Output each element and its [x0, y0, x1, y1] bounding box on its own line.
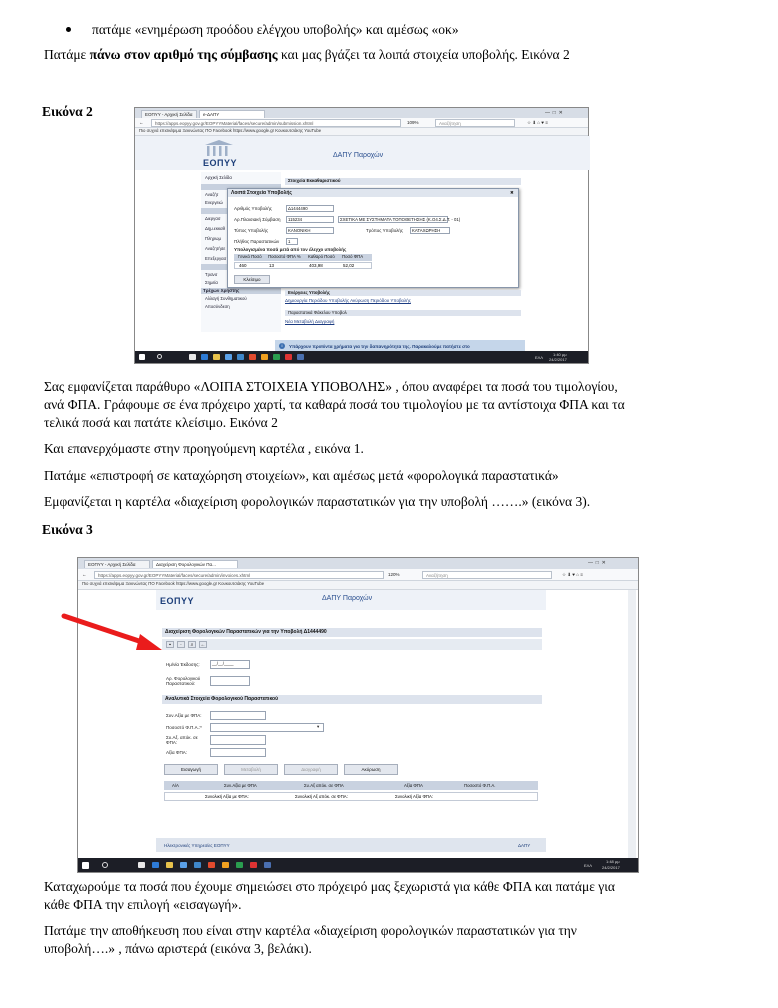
- paragraph-1-post: και μας βγάζει τα λοιπά στοιχεία υποβολής. Εικόνα 2: [277, 47, 570, 62]
- sidebar-item-5[interactable]: Αναζητήσε: [205, 246, 226, 251]
- taskbar-app-7-icon[interactable]: [261, 354, 268, 360]
- vat-amount-label: Αξία ΦΠΑ:: [166, 750, 187, 755]
- submission-number-field: Δ1444490: [286, 205, 334, 212]
- table-cell-total: 460: [239, 263, 247, 268]
- taskbar-search-icon[interactable]: [102, 862, 108, 868]
- total-value-input[interactable]: [210, 735, 266, 745]
- red-arrow-icon: [60, 612, 166, 654]
- taskbar-app-10-icon[interactable]: [297, 354, 304, 360]
- browser-navbar: [135, 118, 588, 128]
- dialog-close-icon[interactable]: ✖: [510, 190, 514, 195]
- browser-navbar: [78, 569, 638, 581]
- sidebar-item-4[interactable]: Πληρωμ: [205, 236, 221, 241]
- sidebar-home-link[interactable]: Αρχική Σελίδα: [205, 175, 232, 180]
- page-title: ΔΑΠΥ Παροχών: [333, 152, 384, 159]
- taskbar-date: 24/2/2017: [549, 357, 567, 362]
- issue-date-label: Ημ/νία Έκδοσης:: [166, 662, 200, 667]
- taskbar-app-3-icon[interactable]: [166, 862, 173, 868]
- back-icon[interactable]: ←: [139, 120, 144, 125]
- invoice-details-section: Αναλυτικά Στοιχεία Φορολογικού Παραστατικού: [162, 695, 542, 704]
- figure-2-label: Εικόνα 2: [42, 104, 93, 119]
- net-value-input[interactable]: [210, 711, 266, 720]
- close-button[interactable]: Κλείσιμο: [234, 275, 270, 284]
- figure-3-label: Εικόνα 3: [42, 522, 93, 537]
- taskbar-language[interactable]: ΕΛΛ: [584, 863, 593, 868]
- update-button[interactable]: Μεταβολή: [224, 764, 278, 775]
- figure-3-screenshot: [77, 557, 639, 873]
- taskbar-app-5-icon[interactable]: [194, 862, 201, 868]
- sidebar-item-1[interactable]: Ενεργειώ: [205, 200, 223, 205]
- zoom-level: 109%: [407, 120, 419, 125]
- taskbar-clock: 1:40 μμ: [553, 352, 567, 357]
- grid-header-3: Αξία ΦΠΑ: [404, 783, 423, 788]
- taskbar-app-5-icon[interactable]: [237, 354, 244, 360]
- invoice-number-label: Αρ. Φορολογικού Παραστατικού:: [166, 676, 201, 686]
- taskbar-date: 24/2/2017: [602, 865, 620, 870]
- table-header-2: Καθαρό Ποσό: [308, 254, 335, 259]
- scrollbar[interactable]: [628, 590, 636, 860]
- sidebar-item-9[interactable]: Σημεία: [205, 280, 218, 285]
- sidebar-logout[interactable]: Αποσύνδεση: [205, 304, 230, 309]
- footer-left-text: Ηλεκτρονικές Υπηρεσίες ΕΟΠΥΥ: [164, 843, 230, 848]
- actions-section: Ενέργειες Υποβολής: [285, 290, 521, 296]
- amounts-table-caption: Υπολογισμένα ποσά μετά από τον έλεγχο υποβολής: [234, 247, 347, 252]
- dialog-title: Λοιπά Στοιχεία Υποβολής: [228, 189, 518, 197]
- bullet-point: [66, 27, 71, 32]
- paragraph-7-line-1: Πατάμε την αποθήκευση που είναι στην καρτέλα «διαχείριση φορολογικών παραστατικών για την: [44, 923, 577, 938]
- insert-button[interactable]: Εισαγωγή: [164, 764, 218, 775]
- invoices-main-title: Διαχείριση Φορολογικών Παραστατικών για την Υποβολή Δ1444490: [162, 628, 542, 637]
- taskbar-app-10-icon[interactable]: [264, 862, 271, 868]
- taskbar-app-8-icon[interactable]: [273, 354, 280, 360]
- issue-date-field[interactable]: __/__/____: [210, 660, 250, 669]
- chevron-down-icon[interactable]: ▾: [317, 724, 320, 729]
- paragraph-2-line-2: ανά ΦΠΑ. Γράφουμε σε ένα πρόχειρο χαρτί, τα καθαρά ποσά του τιμολογίου με τα αντίστοιχα ΦΠΑ και τα: [44, 397, 625, 412]
- toolbar-icons[interactable]: ☆ ⬇ ♥ ⌂ ≡: [562, 572, 583, 577]
- bookmarks-bar[interactable]: Πιο συχνά επισκέψιμα Ξεκινώντας ΠΟ Facebook https://www.google.gr Κουκουτσάκης YouTube: [78, 581, 638, 590]
- site-logo-text: ΕΟΠΥΥ: [160, 596, 195, 606]
- submission-type-field: ΚΑΝΟΝΙΚΗ: [286, 227, 334, 234]
- taskbar-app-1-icon[interactable]: [138, 862, 145, 868]
- invoices-toolbar: [162, 639, 542, 650]
- taskbar-app-9-icon[interactable]: [250, 862, 257, 868]
- browser-tabbar: [78, 558, 638, 569]
- taskbar-app-6-icon[interactable]: [249, 354, 256, 360]
- grid-total-net: Συνολική Αξία με ΦΠΑ:: [205, 794, 249, 799]
- sidebar-item-8[interactable]: Τρανσ: [205, 272, 218, 277]
- bullet-text: πατάμε «ενημέρωση προόδου ελέγχου υποβολής» και αμέσως «οκ»: [92, 22, 459, 37]
- taskbar-clock: 1:48 μμ: [606, 859, 620, 864]
- grid-header-1: Συν.Αξία με ΦΠΑ: [224, 783, 257, 788]
- table-cell-vat-pct: 13: [269, 263, 275, 268]
- paragraph-1: [44, 46, 570, 64]
- browser-tabbar: [135, 108, 588, 118]
- paragraph-1-bold: πάνω στον αριθμό της σύμβασης: [89, 47, 278, 62]
- grid-header-4: Ποσοστό Φ.Π.Α.: [464, 783, 496, 788]
- window-controls[interactable]: — □ ✕: [588, 560, 606, 566]
- toolbar-icons[interactable]: ☆ ⬇ ⌂ ♥ ≡: [527, 120, 548, 125]
- taskbar-language[interactable]: ΕΛΛ: [535, 355, 544, 360]
- paragraph-2-line-1: Σας εμφανίζεται παράθυρο «ΛΟΙΠΑ ΣΤΟΙΧΕΙΑ ΥΠΟΒΟΛΗΣ» , όπου αναφέρει τα ποσά του τιμολογίου,: [44, 379, 618, 394]
- window-controls[interactable]: — □ ✕: [545, 110, 563, 116]
- grid-total-vat: Συνολική Αξία ΦΠΑ:: [395, 794, 434, 799]
- table-cell-net: 403,98: [309, 263, 323, 268]
- site-logo-text: ΕΟΠΥΥ: [203, 158, 238, 168]
- table-cell-vat: 52,02: [343, 263, 355, 268]
- browser-tab-dapy[interactable]: e-ΔΑΠΥ: [199, 110, 265, 118]
- actions-links[interactable]: Δημιουργία Περιόδου Υποβολής Ακύρωση Περιόδου Υποβολής: [285, 298, 411, 303]
- amounts-table-row: [234, 262, 372, 269]
- paragraph-2-line-3: τελικά ποσά και πατάτε κλείσιμο. Εικόνα 2: [44, 415, 278, 430]
- page-title: ΔΑΠΥ Παροχών: [322, 595, 373, 602]
- net-value-label: Συν.Αξία με ΦΠΑ:: [166, 713, 202, 718]
- sidebar-user-section: Τρέχων Χρήστης: [201, 288, 281, 294]
- invoice-count-label: Πλήθος Παραστατικών: [234, 239, 280, 244]
- paragraph-1-pre: Πατάμε: [44, 47, 90, 62]
- cancel-button[interactable]: Ακύρωση: [344, 764, 398, 775]
- documents-section: Παραστατικά Φάκελου Υποβολ: [285, 310, 521, 316]
- info-icon: i: [279, 343, 285, 349]
- items-grid-totals: [164, 792, 538, 801]
- windows-taskbar: [135, 351, 588, 363]
- taskbar-app-2-icon[interactable]: [152, 862, 159, 868]
- contract-label: Αρ.Πλαισιακή Σύμβαση: [234, 217, 281, 222]
- url-bar[interactable]: https://apps.eopyy.gov.gr/EOPYYMaterial/faces/secure/admin/invoices.xhtml: [94, 571, 384, 579]
- paragraph-5: Εμφανίζεται η καρτέλα «διαχείριση φορολογικών παραστατικών για την υποβολή …….» (εικόνα 3).: [44, 494, 591, 509]
- url-bar[interactable]: https://apps.eopyy.gov.gr/EOPYYMaterial/faces/secure/admin/submission.xhtml: [151, 119, 401, 127]
- contract-field[interactable]: 115234: [286, 216, 334, 223]
- invoice-count-field: 1: [286, 238, 298, 245]
- submission-type-label: Τύπος Υποβολής: [234, 228, 269, 233]
- paragraph-6-line-2: κάθε ΦΠΑ την επιλογή «εισαγωγή».: [44, 897, 242, 912]
- windows-taskbar: [78, 858, 638, 872]
- org-section-header: Στοιχεία Εκκαθαριστικού: [285, 178, 521, 185]
- sidebar-item-6[interactable]: Επεξεργασ: [205, 256, 227, 261]
- taskbar-app-4-icon[interactable]: [225, 354, 232, 360]
- invoice-number-field[interactable]: [210, 676, 250, 686]
- save-icon[interactable]: ▪: [166, 641, 174, 648]
- browser-tab-home[interactable]: ΕΟΠΥΥ - Αρχική Σελίδα: [141, 110, 197, 118]
- taskbar-app-8-icon[interactable]: [236, 862, 243, 868]
- sidebar-item-3[interactable]: Δημ.εκκαθ: [205, 226, 225, 231]
- grid-header-2: Συ.Αξ απόκ. σε ΦΠΑ: [304, 783, 344, 788]
- taskbar-app-3-icon[interactable]: [213, 354, 220, 360]
- taskbar-app-4-icon[interactable]: [180, 862, 187, 868]
- taskbar-app-7-icon[interactable]: [222, 862, 229, 868]
- documents-links[interactable]: Νέα Μεταβολή Διαγραφή: [285, 319, 335, 324]
- zoom-level: 120%: [388, 572, 400, 577]
- taskbar-app-6-icon[interactable]: [208, 862, 215, 868]
- items-grid-header: [164, 781, 538, 790]
- sidebar-item-2[interactable]: Διεργασ: [205, 216, 221, 221]
- grid-total-total: Συνολική Αξ απόκ. σε ΦΠΑ:: [295, 794, 348, 799]
- vat-percent-label: Ποσοστό Φ.Π.Α.:*: [166, 725, 202, 730]
- search-record-icon[interactable]: ⌕: [188, 641, 196, 648]
- taskbar-app-2-icon[interactable]: [201, 354, 208, 360]
- grid-header-0: Α/Α: [172, 783, 179, 788]
- back-icon[interactable]: ←: [82, 572, 87, 577]
- total-value-label: Συ.Αξ. απόκ. σε ΦΠΑ:: [166, 735, 198, 745]
- table-header-3: Ποσό ΦΠΑ: [342, 254, 364, 259]
- taskbar-app-9-icon[interactable]: [285, 354, 292, 360]
- browser-tab-home[interactable]: ΕΟΠΥΥ - Αρχική Σελίδα: [84, 560, 150, 568]
- vat-percent-select[interactable]: [210, 723, 324, 732]
- submission-method-field: ΚΑΤΑΧΩΡΗΣΗ: [410, 227, 450, 234]
- other-submission-details-dialog: [227, 188, 519, 288]
- paragraph-4: Πατάμε «επιστροφή σε καταχώρηση στοιχείων», και αμέσως μετά «φορολογικά παραστατικά»: [44, 468, 559, 483]
- table-header-1: Ποσοστό ΦΠΑ %: [268, 254, 301, 259]
- back-arrow-icon[interactable]: ←: [200, 642, 206, 648]
- sidebar-change-password[interactable]: Αλλαγή Συνθηματικού: [205, 296, 247, 301]
- windows-start-icon[interactable]: [139, 354, 145, 360]
- paragraph-7-line-2: υποβολή….» , πάνω αριστερά (εικόνα 3, βελάκι).: [44, 941, 312, 956]
- search-input[interactable]: Αναζήτηση: [422, 571, 552, 579]
- eopyy-logo-icon: [203, 139, 235, 157]
- table-header-0: Γενικό Ποσό: [238, 254, 262, 259]
- windows-start-icon[interactable]: [82, 862, 89, 869]
- new-icon[interactable]: ·: [177, 641, 185, 648]
- search-input[interactable]: Αναζήτηση: [435, 119, 515, 127]
- contract-description-field: ΣΧΕΤΙΚΑ ΜΕ ΣΥΣΤΗΜΑΤΑ ΤΟΠΟΘΕΤΗΣΗΣ (Κ.Ο4.Σ.Δ.Τ. - 01): [340, 217, 461, 222]
- delete-button[interactable]: Διαγραφή: [284, 764, 338, 775]
- vat-amount-input[interactable]: [210, 748, 266, 757]
- taskbar-search-icon[interactable]: [157, 354, 162, 359]
- figure-2-screenshot: [134, 107, 589, 364]
- taskbar-app-1-icon[interactable]: [189, 354, 196, 360]
- bookmarks-bar[interactable]: Πιο συχνά επισκέψιμα Ξεκινώντας ΠΟ Facebook https://www.google.gr Κουκουτσάκης YouTube: [135, 128, 588, 136]
- paragraph-3: Και επανερχόμαστε στην προηγούμενη καρτέλα , εικόνα 1.: [44, 441, 364, 456]
- footer-right-text: ΔΑΠΥ: [518, 843, 531, 848]
- browser-tab-invoices[interactable]: Διαχείριση Φορολογικών Πα...: [152, 560, 238, 568]
- submission-method-label: Τρόπος Υποβολής: [366, 228, 404, 233]
- paragraph-6-line-1: Καταχωρούμε τα ποσά που έχουμε σημειώσει στο πρόχειρό μας ξεχωριστά για κάθε ΦΠΑ και πατάμε για: [44, 879, 615, 894]
- submission-number-label: Αριθμός Υποβολής: [234, 206, 272, 211]
- info-text: Υπάρχουν προϊόντα χρήματα για την δαπανηρότητα της. Παρακαλούμε πατήστε στο: [289, 344, 470, 349]
- sidebar-item-0[interactable]: Αναζήτ: [205, 192, 219, 197]
- amounts-table-header: [234, 254, 372, 261]
